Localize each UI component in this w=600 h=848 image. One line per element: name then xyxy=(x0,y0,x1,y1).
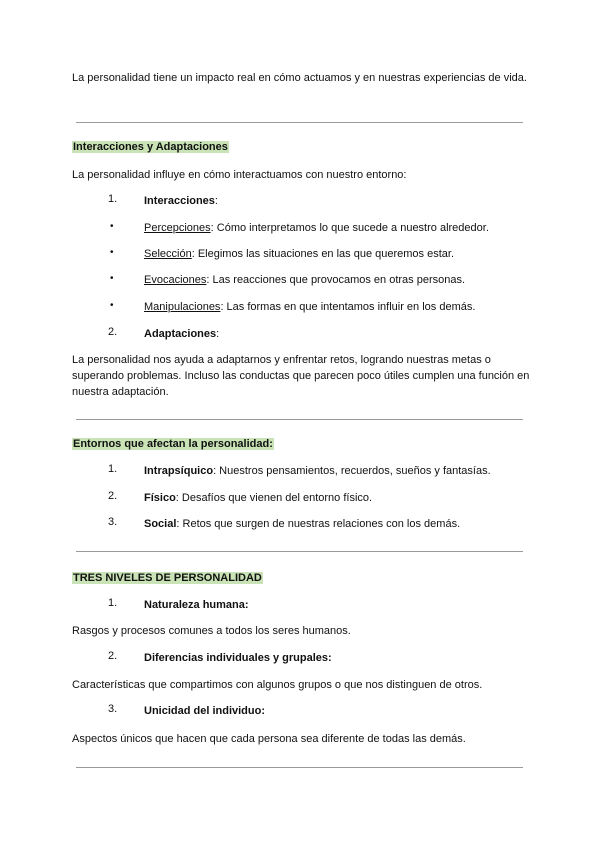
list-number: 1. xyxy=(108,463,118,475)
heading-highlight: TRES NIVELES DE PERSONALIDAD xyxy=(73,572,262,584)
list-number: 1. xyxy=(108,597,118,609)
list-number: 2. xyxy=(108,326,118,338)
list-number: 3. xyxy=(108,703,118,715)
bullet-item-evocaciones: Evocaciones: Las reacciones que provocamos en otras personas. xyxy=(144,274,466,286)
heading-highlight: Interacciones y Adaptaciones xyxy=(73,141,228,153)
section-heading-niveles xyxy=(72,570,532,586)
list-item-interacciones: Interacciones: xyxy=(144,195,218,207)
section1-paragraph: La personalidad nos ayuda a adaptarnos y enfrentar retos, logrando nuestras metas o superando problemas. Incluso las conductas que parecen poco útiles cumplen una función en nuestra adaptación. xyxy=(72,354,530,398)
list-number: 2. xyxy=(108,490,118,502)
level-title-diferencias: Diferencias individuales y grupales: xyxy=(144,652,332,664)
list-item-social: Social: Retos que surgen de nuestras relaciones con los demás. xyxy=(144,518,461,530)
divider xyxy=(76,767,523,768)
bullet-item-percepciones: Percepciones: Cómo interpretamos lo que sucede a nuestro alrededor. xyxy=(144,222,489,234)
list-number: 3. xyxy=(108,516,118,528)
bullet-icon: • xyxy=(110,300,114,311)
bullet-item-seleccion: Selección: Elegimos las situaciones en las que queremos estar. xyxy=(144,248,455,260)
section1-lead: La personalidad influye en cómo interactuamos con nuestro entorno: xyxy=(72,169,407,181)
list-item-fisico: Físico: Desafíos que vienen del entorno físico. xyxy=(144,492,373,504)
section-heading-interacciones xyxy=(72,139,532,155)
level-description: Rasgos y procesos comunes a todos los seres humanos. xyxy=(72,625,351,637)
bullet-icon: • xyxy=(110,247,114,258)
heading-highlight: Entornos que afectan la personalidad: xyxy=(73,438,273,450)
divider xyxy=(76,551,523,552)
divider xyxy=(76,419,523,420)
section-heading-entornos xyxy=(72,436,532,452)
divider xyxy=(76,122,523,123)
bullet-item-manipulaciones: Manipulaciones: Las formas en que intentamos influir en los demás. xyxy=(144,301,476,313)
intro-paragraph: La personalidad tiene un impacto real en cómo actuamos y en nuestras experiencias de vida. xyxy=(72,72,527,84)
level-title-naturaleza: Naturaleza humana: xyxy=(144,599,249,611)
bullet-icon: • xyxy=(110,221,114,232)
list-item-intrapsiquico: Intrapsíquico: Nuestros pensamientos, recuerdos, sueños y fantasías. xyxy=(144,465,491,477)
list-number: 1. xyxy=(108,193,118,205)
bullet-icon: • xyxy=(110,273,114,284)
level-description: Aspectos únicos que hacen que cada persona sea diferente de todas las demás. xyxy=(72,733,466,745)
list-number: 2. xyxy=(108,650,118,662)
list-item-adaptaciones: Adaptaciones: xyxy=(144,328,220,340)
level-title-unicidad: Unicidad del individuo: xyxy=(144,705,265,717)
level-description: Características que compartimos con algunos grupos o que nos distinguen de otros. xyxy=(72,679,483,691)
